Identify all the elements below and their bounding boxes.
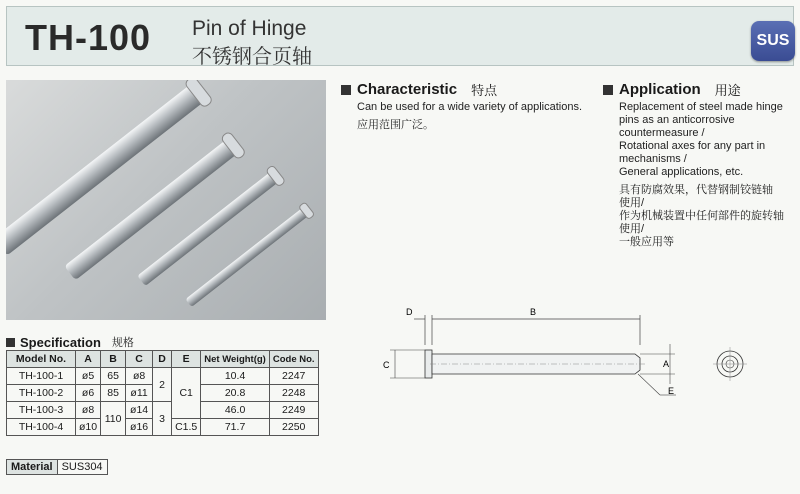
pin-medium [64,140,237,280]
table-row: TH-100-2 ø6 85 ø11 20.8 2248 [7,385,319,402]
column-header: B [101,351,126,368]
dim-label-d: D [406,307,413,317]
material-badge: SUS [751,21,795,61]
table-row: TH-100-4 ø10 ø16 C1.5 71.7 2250 [7,419,319,436]
column-header: E [172,351,201,368]
hinge-pins-illustration [6,80,326,320]
dimension-drawing [370,300,770,410]
specification-table [6,350,319,436]
product-photo [6,80,326,320]
specification-heading: Specification 规格 [6,334,134,350]
column-header: Net Weight(g) [201,351,270,368]
characteristic-text-en: Can be used for a wide variety of applications. [357,101,583,113]
dim-label-b: B [530,307,537,317]
table-row: TH-100-3 ø8 110 ø14 3 46.0 2249 [7,402,319,419]
application-text-en: Replacement of steel made hinge pins as an anticorrosive countermeasure / Rotational axes for any part in mechanisms / General applications, etc. [619,101,783,178]
column-header: Code No. [269,351,318,368]
product-name-cn: 不锈钢合页轴 [192,46,312,68]
dim-label-c: C [383,360,390,370]
application-text-cn: 具有防腐效果，代替钢制铰链轴 使用/ 作为机械装置中任何部件的旋转轴 使用/ 一般应用等 [619,184,784,248]
bullet-square-icon [341,85,351,95]
material-box [6,459,108,475]
column-header: D [153,351,172,368]
column-header: C [126,351,153,368]
pin-small [137,171,279,286]
material-value: SUS304 [61,461,103,473]
bullet-square-icon [6,338,15,347]
model-title: TH-100 [25,17,152,58]
column-header: A [76,351,101,368]
pin-large [6,84,204,255]
characteristic-heading: Characteristic 特点 [341,80,497,99]
bullet-square-icon [603,85,613,95]
characteristic-text-cn: 应用范围广泛。 [357,119,434,131]
column-header: Model No. [7,351,76,368]
dim-label-e: E [668,386,675,396]
material-label: Material [7,460,58,474]
product-name-en: Pin of Hinge [192,17,307,40]
application-heading: Application 用途 [603,80,741,99]
title-banner [6,6,794,66]
table-row: TH-100-1 ø5 65 ø8 2 C1 10.4 2247 [7,368,319,385]
pin-smallest [185,207,309,307]
table-header-row [7,351,319,368]
dim-label-a: A [663,359,670,369]
